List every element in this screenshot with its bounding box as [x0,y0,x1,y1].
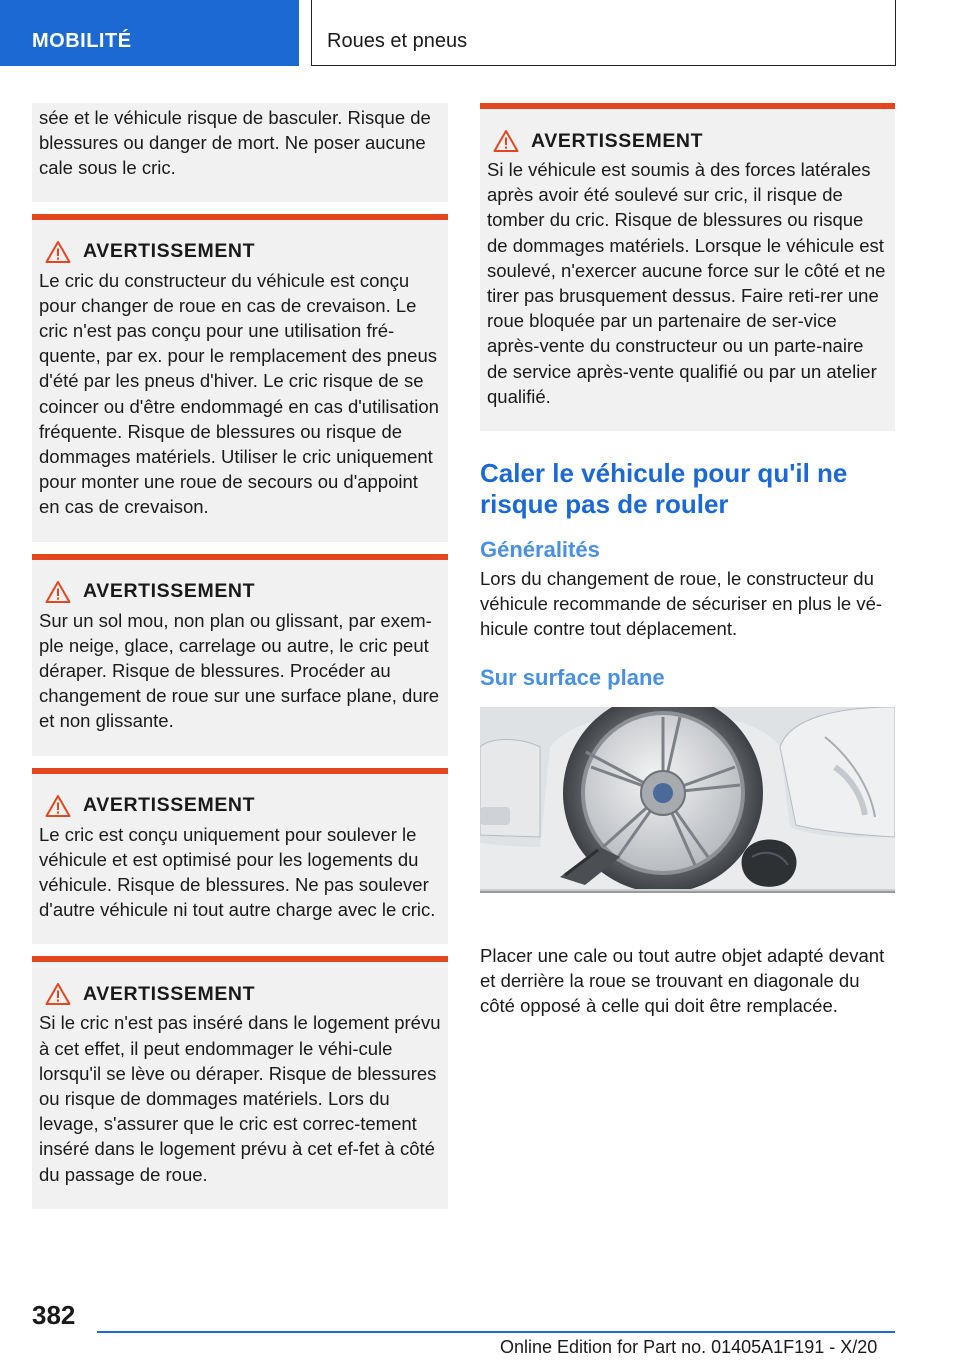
wheel-illustration [480,707,895,893]
warning-triangle-icon [493,129,519,153]
wheel-chock-illustration [480,707,895,893]
subheading-flat-surface: Sur surface plane [480,664,665,690]
warning-triangle-icon [45,580,71,604]
warning-header [39,792,442,820]
warning-text: Sur un sol mou, non plan ou glissant, par exem‐ple neige, glace, carrelage ou autre, le cric peut déraper. Risque de blessures. Procéder au changement de roue sur une surface plane, dure et non glissante. [39,609,440,732]
warning-box [32,554,448,756]
warning-text: Le cric est conçu uniquement pour soulever le véhicule et est optimisé pour les logements du véhicule. Risque de blessures. Ne pas soulever d'autre véhicule ni tout autre charge avec le cric. [39,823,436,921]
footer-edition: Online Edition for Part no. 01405A1F191 - X/20 [500,1337,878,1357]
figure-instruction-text: Placer une cale ou tout autre objet adapté devant et derrière la roue se trouvant en diagonale du côté opposé à celle qui doit être remplacée. [480,944,885,1017]
chapter-title: Roues et pneus [311,0,896,66]
warning-box [480,103,895,431]
warning-label: AVERTISSEMENT [83,982,256,1005]
page-number: 382 [32,1300,76,1330]
warning-label: AVERTISSEMENT [531,129,704,152]
warning-header [39,578,442,606]
left-column [32,103,448,1221]
section-tab: MOBILITÉ [0,0,299,66]
warning-text: Si le véhicule est soumis à des forces latérales après avoir été soulevé sur cric, il risque de tomber du cric. Risque de blessures ou risque de dommages matériels. Lorsque le véhicule est soulevé, n'exercer aucune force sur le côté et ne tirer pas brusquement dessus. Faire reti‐rer une roue bloquée par un partenaire de ser‐vice après-vente du constructeur ou un parte‐naire de service après-vente qualifié ou par un atelier qualifié. [487,159,886,407]
warning-header [39,238,442,266]
warning-box [32,956,448,1208]
general-text: Lors du changement de roue, le constructeur du véhicule recommande de sécuriser en plus le vé‐hicule contre tout déplacement. [480,568,883,640]
footer-divider [97,1331,895,1333]
warning-continuation-text: sée et le véhicule risque de basculer. Risque de blessures ou danger de mort. Ne poser aucune cale sous le cric. [39,107,431,179]
subheading-general: Généralités [480,537,600,563]
warning-label: AVERTISSEMENT [83,580,256,603]
warning-label: AVERTISSEMENT [83,240,256,263]
page-header [0,0,960,66]
warning-header [487,127,889,155]
warning-box [32,214,448,542]
warning-box [32,768,448,945]
section-heading: Caler le véhicule pour qu'il ne risque pas de rouler [480,458,848,520]
warning-label: AVERTISSEMENT [83,794,256,817]
warning-text: Si le cric n'est pas inséré dans le logement prévu à cet effet, il peut endommager le véhi‐cule lorsqu'il se lève ou déraper. Risque de blessures ou risque de dommages matériels. Lors du levage, s'assurer que le cric est correc‐tement inséré dans le logement prévu à cet ef‐fet à côté du passage de roue. [39,1012,441,1185]
right-column [480,103,895,1018]
warning-triangle-icon [45,982,71,1006]
warning-text: Le cric du constructeur du véhicule est conçu pour changer de roue en cas de crevaison. Le cric n'est pas conçu pour une utilisation fré‐quente, par ex. pour le remplacement des pneus d'été par les pneus d'hiver. Le cric risque de se coincer ou d'être endommagé en cas d'utilisation fréquente. Risque de blessures ou risque de dommages matériels. Utiliser le cric uniquement pour monter une roue de secours ou d'appoint en cas de crevaison. [39,269,439,518]
warning-triangle-icon [45,794,71,818]
warning-continuation-box [32,103,448,202]
warning-header [39,980,442,1008]
warning-triangle-icon [45,240,71,264]
